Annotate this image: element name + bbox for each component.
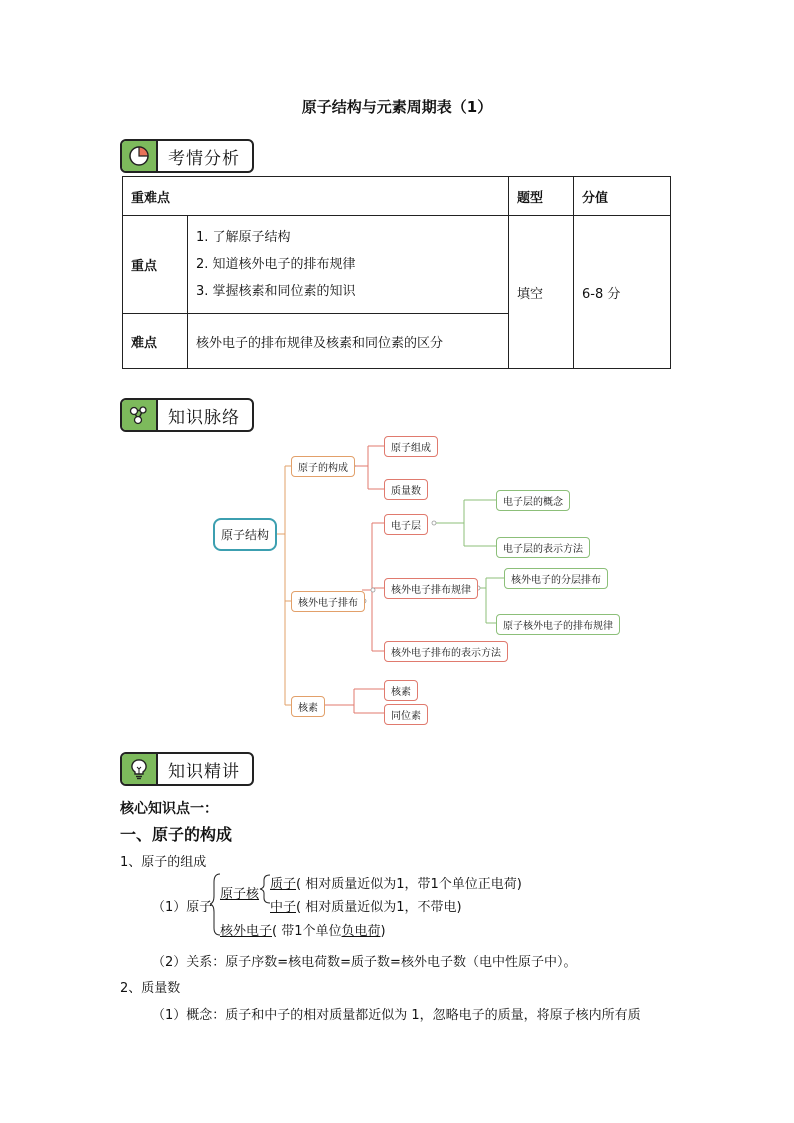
concept-text: （1）概念：质子和中子的相对质量都近似为 1，忽略电子的质量，将原子核内所有质 bbox=[152, 1008, 641, 1023]
mindmap-root: 原子结构 bbox=[213, 518, 277, 551]
difficult-text: 核外电子的排布规律及核素和同位素的区分 bbox=[188, 314, 509, 369]
electron-label: 核外电子 bbox=[220, 924, 273, 939]
mindmap-node: 原子核外电子的排布规律 bbox=[496, 614, 620, 635]
mindmap-node: 核外电子排布规律 bbox=[384, 578, 478, 599]
table-header: 分值 bbox=[574, 177, 671, 216]
mindmap-node: 同位素 bbox=[384, 704, 428, 725]
mindmap-node: 核素 bbox=[384, 680, 418, 701]
page-title: 原子结构与元素周期表（1） bbox=[301, 98, 493, 116]
subheading: 2、质量数 bbox=[120, 981, 181, 996]
score: 6-8 分 bbox=[574, 216, 671, 369]
mindmap-node: 核外电子排布 bbox=[291, 591, 365, 612]
relation-text: （2）关系：原子序数=核电荷数=质子数=核外电子数（电中性原子中）。 bbox=[152, 955, 577, 970]
electron-line: 核外电子( 带1个单位负电荷) bbox=[220, 924, 386, 939]
section-header-lecture bbox=[120, 752, 254, 786]
mindmap-node: 核素 bbox=[291, 696, 325, 717]
heading-one: 一、原子的构成 bbox=[120, 825, 233, 844]
subheading: 1、原子的组成 bbox=[120, 855, 207, 870]
table-header: 重难点 bbox=[123, 177, 509, 216]
list-item: 3. 掌握核素和同位素的知识 bbox=[196, 284, 356, 299]
mindmap-node: 电子层的概念 bbox=[496, 490, 570, 511]
mindmap-node: 原子组成 bbox=[384, 436, 438, 457]
mindmap-node: 原子的构成 bbox=[291, 456, 355, 477]
neutron-line bbox=[270, 896, 462, 915]
proton-desc: ( 相对质量近似为1，带1个单位正电荷) bbox=[296, 877, 522, 892]
table-header: 题型 bbox=[509, 177, 574, 216]
mindmap-node: 电子层的表示方法 bbox=[496, 537, 590, 558]
question-type: 填空 bbox=[509, 216, 574, 369]
section-title: 考情分析 bbox=[168, 148, 240, 169]
list-item: 1. 了解原子结构 bbox=[196, 230, 291, 245]
section-title: 知识脉络 bbox=[168, 407, 240, 428]
nucleus-label: 原子核 bbox=[220, 887, 260, 902]
lightbulb-icon bbox=[122, 754, 158, 784]
mindmap-node: 核外电子的分层排布 bbox=[504, 568, 608, 589]
section-title: 知识精讲 bbox=[168, 761, 240, 782]
neutron-label: 中子 bbox=[270, 900, 297, 915]
mindmap-node: 电子层 bbox=[384, 514, 428, 535]
mindmap-node: 质量数 bbox=[384, 479, 428, 500]
list-item: 2. 知道核外电子的排布规律 bbox=[196, 257, 356, 272]
key-label: 重点 bbox=[123, 216, 188, 314]
difficult-label: 难点 bbox=[123, 314, 188, 369]
proton-label: 质子 bbox=[270, 877, 297, 892]
core-heading: 核心知识点一： bbox=[120, 801, 218, 817]
neutron-desc: ( 相对质量近似为1，不带电) bbox=[296, 900, 462, 915]
atom-label: （1）原子 bbox=[152, 900, 213, 915]
mindmap-node: 核外电子排布的表示方法 bbox=[384, 641, 508, 662]
proton-line bbox=[270, 873, 522, 892]
